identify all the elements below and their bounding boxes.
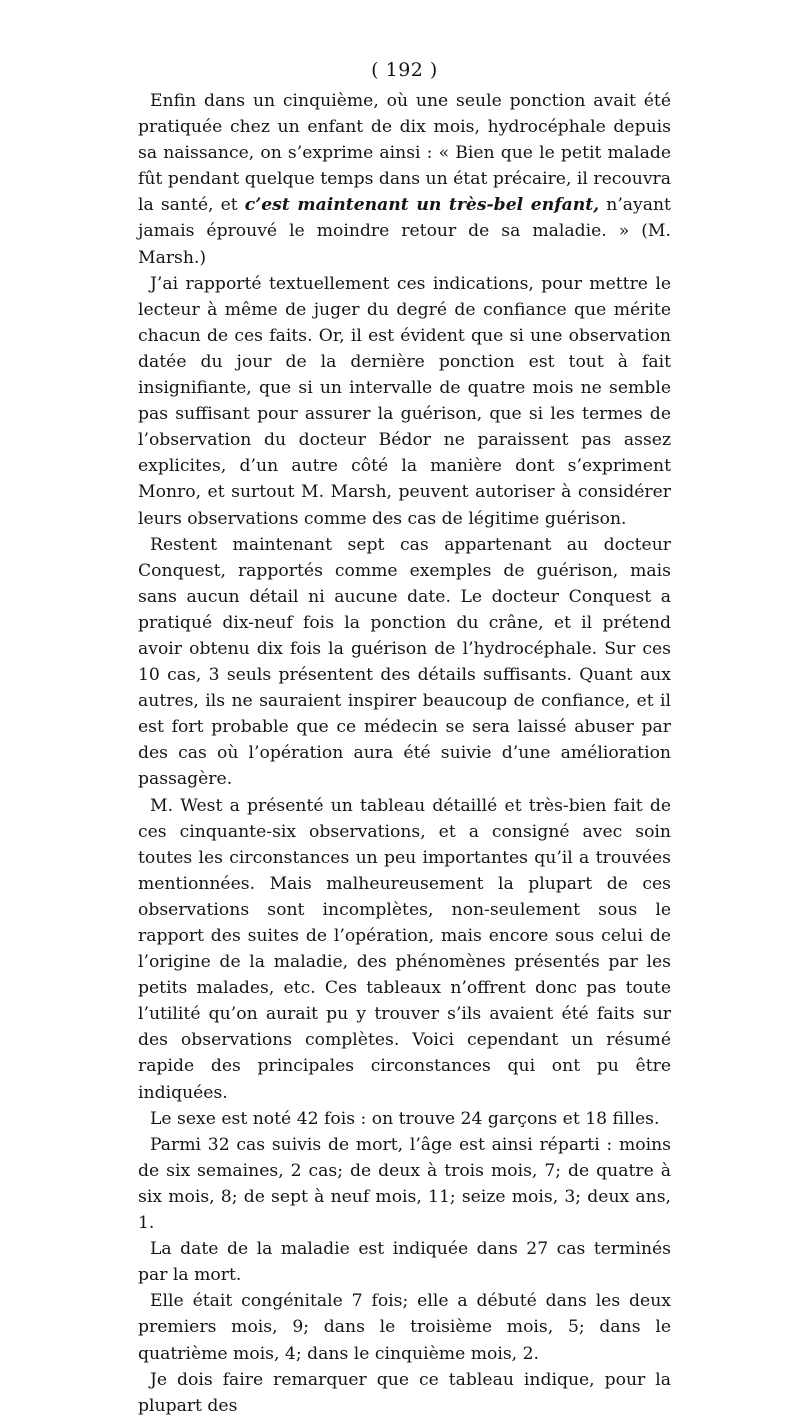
book-page: [138, 58, 671, 1419]
paragraph-2: J’ai rapporté textuellement ces indications, pour mettre le lecteur à même de juger du degré de confiance que mérite chacun de ces faits. Or, il est évident que si une observation datée du jour de la dernière ponction est tout à fait insignifiante, que si un intervalle de quatre mois ne semble pas suffisant pour assurer la guérison, que si les termes de l’observation du docteur Bédor ne paraissent pas assez explicites, d’un autre côté la manière dont s’expriment Monro, et surtout M. Marsh, peuvent autoriser à considérer leurs observations comme des cas de légitime guérison.: [138, 273, 671, 529]
paragraph-1: [138, 88, 671, 271]
paragraph-6: Parmi 32 cas suivis de mort, l’âge est ainsi réparti : moins de six semaines, 2 cas; de deux à trois mois, 7; de quatre à six mois, 8; de sept à neuf mois, 11; seize mois, 3; deux ans, 1.: [138, 1134, 671, 1234]
page-body: [138, 88, 671, 1419]
paragraph-7: La date de la maladie est indiquée dans 27 cas terminés par la mort.: [138, 1239, 671, 1286]
paragraph-3: Restent maintenant sept cas appartenant au docteur Conquest, rapportés comme exemples de guérison, mais sans aucun détail ni aucune date. Le docteur Conquest a pratiqué dix-neuf fois la ponction du crâne, et il prétend avoir obtenu dix fois la guérison de l’hydrocéphale. Sur ces 10 cas, 3 seuls présentent des détails suffisants. Quant aux autres, ils ne sauraient inspirer beaucoup de confiance, et il est fort probable que ce médecin se sera laissé abuser par des cas où l’opération aura été suivie d’une amélioration passagère.: [138, 534, 671, 790]
paragraph-1-text-end: n’ayant jamais éprouvé le moindre retour de sa maladie. » (M. Marsh.): [138, 195, 671, 268]
page-number: ( 192 ): [371, 59, 438, 81]
paragraph-1-text-start: Enfin dans un cinquième, où une seule ponction avait été pratiquée chez un enfant de dix mois, hydrocéphale depuis sa naissance, on s’exprime ainsi : « Bien que le petit malade fût pendant quelque temps dans un état précaire, il recouvra la santé, et: [138, 91, 671, 216]
paragraph-1-emphasis: c’est maintenant un très-bel enfant,: [244, 195, 600, 216]
paragraph-9: Je dois faire remarquer que ce tableau indique, pour la plupart des: [138, 1369, 671, 1416]
paragraph-4: M. West a présenté un tableau détaillé et très-bien fait de ces cinquante-six observations, et a consigné avec soin toutes les circonstances un peu importantes qu’il a trouvées mentionnées. Mais malheureusement la plupart de ces observations sont incomplètes, non-seulement sous le rapport des suites de l’opération, mais encore sous celui de l’origine de la maladie, des phénomènes présentés par les petits malades, etc. Ces tableaux n’offrent donc pas toute l’utilité qu’on aurait pu y trouver s’ils avaient été faits sur des observations complètes. Voici cependant un résumé rapide des principales circonstances qui ont pu être indiquées.: [138, 795, 671, 1103]
paragraph-8: Elle était congénitale 7 fois; elle a débuté dans les deux premiers mois, 9; dans le troisième mois, 5; dans le quatrième mois, 4; dans le cinquième mois, 2.: [138, 1291, 671, 1364]
paragraph-5: Le sexe est noté 42 fois : on trouve 24 garçons et 18 filles.: [150, 1108, 660, 1129]
